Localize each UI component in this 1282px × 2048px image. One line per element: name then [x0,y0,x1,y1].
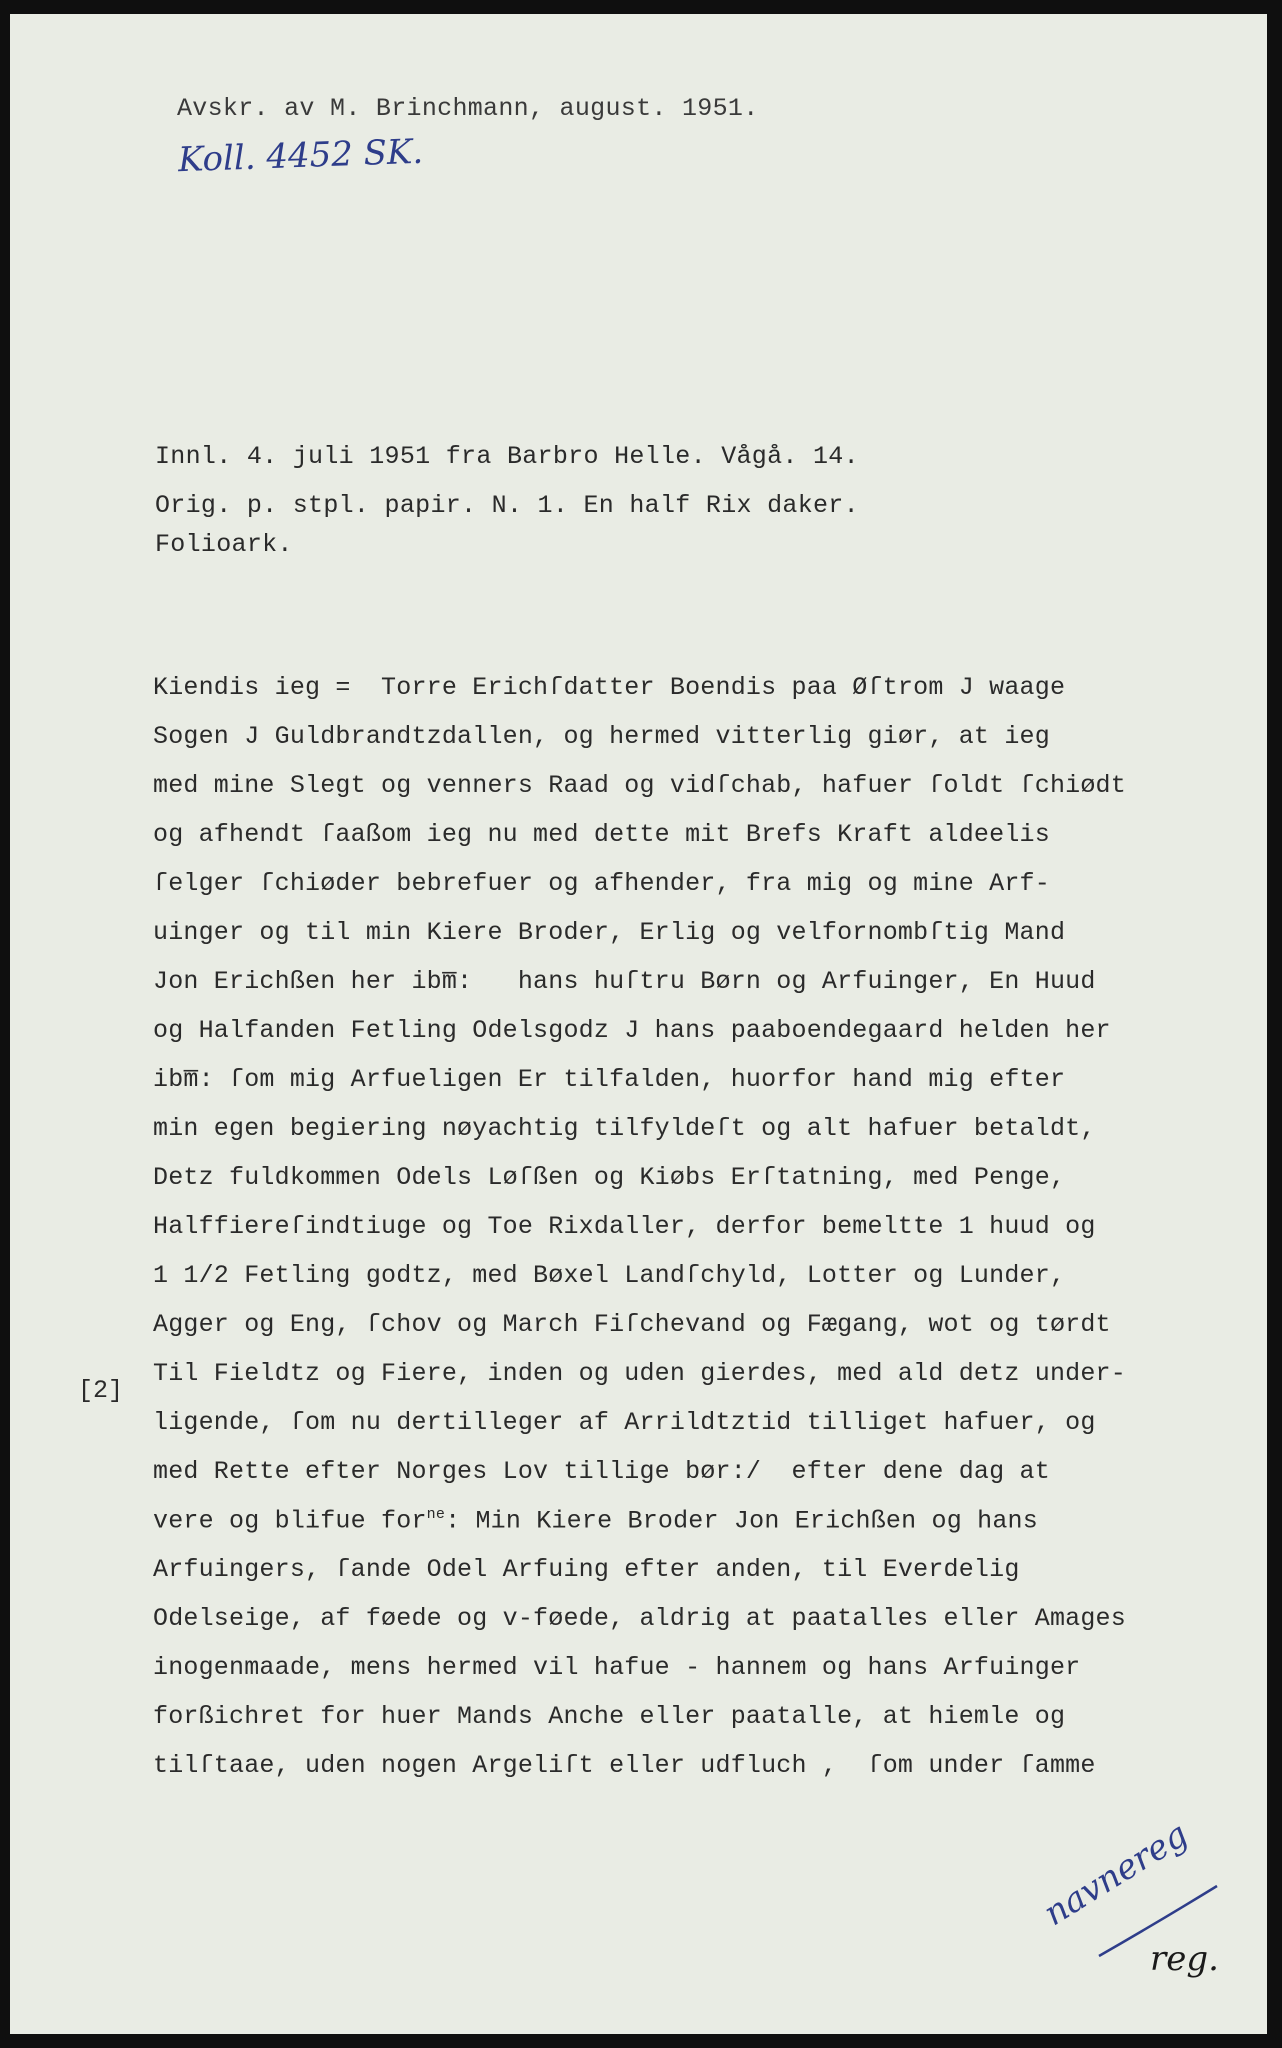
body-line: Agger og Eng, ſchov og March Fiſchevand og Fægang, wot og tørdt [153,1310,1111,1339]
body-line: Kiendis ieg = Torre Erichſdatter Boendis paa Øſtrom J waage [153,673,1066,702]
body-line: tilſtaae, uden nogen Argeliſt eller udfluch , ſom under ſamme [153,1751,1096,1780]
body-line: forßichret for huer Mands Anche eller paatalle, at hiemle og [153,1702,1066,1731]
collection-reference: Koll. 4452 SK. [177,131,424,181]
body-line: Til Fieldtz og Fiere, inden og uden gierdes, med ald detz under- [153,1359,1126,1388]
intro-line-1: Innl. 4. juli 1951 fra Barbro Helle. Vågå. 14. [155,442,859,471]
intro-line-2: Orig. p. stpl. papir. N. 1. En half Rix daker. [155,491,859,520]
body-line: inogenmaade, mens hermed vil hafue - hannem og hans Arfuinger [153,1653,1081,1682]
body-line: ibm̅: ſom mig Arfueligen Er tilfalden, huorfor hand mig efter [153,1065,1066,1094]
body-line: uinger og til min Kiere Broder, Erlig og velfornombſtig Mand [153,918,1066,947]
body-line: 1 1/2 Fetling godtz, med Bøxel Landſchyld, Lotter og Lunder, [153,1261,1066,1290]
body-line: ſelger ſchiøder bebrefuer og afhender, fra mig og mine Arf- [153,869,1050,898]
body-line: Sogen J Guldbrandtzdallen, og hermed vitterlig giør, at ieg [153,722,1050,751]
body-line: og afhendt ſaaßom ieg nu med dette mit Brefs Kraft aldeelis [153,820,1050,849]
handwritten-annotation: navnereg [1036,1814,1195,1934]
body-line: med Rette efter Norges Lov tillige bør:/ efter dene dag at [153,1457,1050,1486]
document-page [10,14,1267,2034]
body-line: min egen begiering nøyachtig tilfyldeſt og alt hafuer betaldt, [153,1114,1096,1143]
body-line: Odelseige, af føede og v-føede, aldrig at paatalles eller Amages [153,1604,1126,1633]
intro-line-3: Folioark. [155,530,293,559]
body-line-end: : Min Kiere Broder Jon Erichßen og hans [445,1506,1038,1536]
body-line: Jon Erichßen her ibm̅: hans huſtru Børn og Arfuinger, En Huud [153,967,1096,996]
handwritten-reg: reg. [1150,1939,1219,1979]
body-line: Arfuingers, ſande Odel Arfuing efter anden, til Everdelig [153,1555,1020,1584]
body-line: med mine Slegt og venners Raad og vidſchab, hafuer ſoldt ſchiødt [153,771,1126,800]
transcription-note: Avskr. av M. Brinchmann, august. 1951. [177,94,759,123]
superscript-abbrev: ne [426,1506,446,1523]
page-marker: [2] [78,1376,124,1405]
body-line [153,1506,1038,1535]
body-line: og Halfanden Fetling Odelsgodz J hans paaboendegaard helden her [153,1016,1111,1045]
body-line: Halffiereſindtiuge og Toe Rixdaller, derfor bemeltte 1 huud og [153,1212,1096,1241]
body-line: ligende, ſom nu dertilleger af Arrildtztid tilliget hafuer, og [153,1408,1096,1437]
body-line: Detz fuldkommen Odels Løſßen og Kiøbs Erſtatning, med Penge, [153,1163,1066,1192]
body-line-start: vere og blifue for [153,1506,427,1536]
